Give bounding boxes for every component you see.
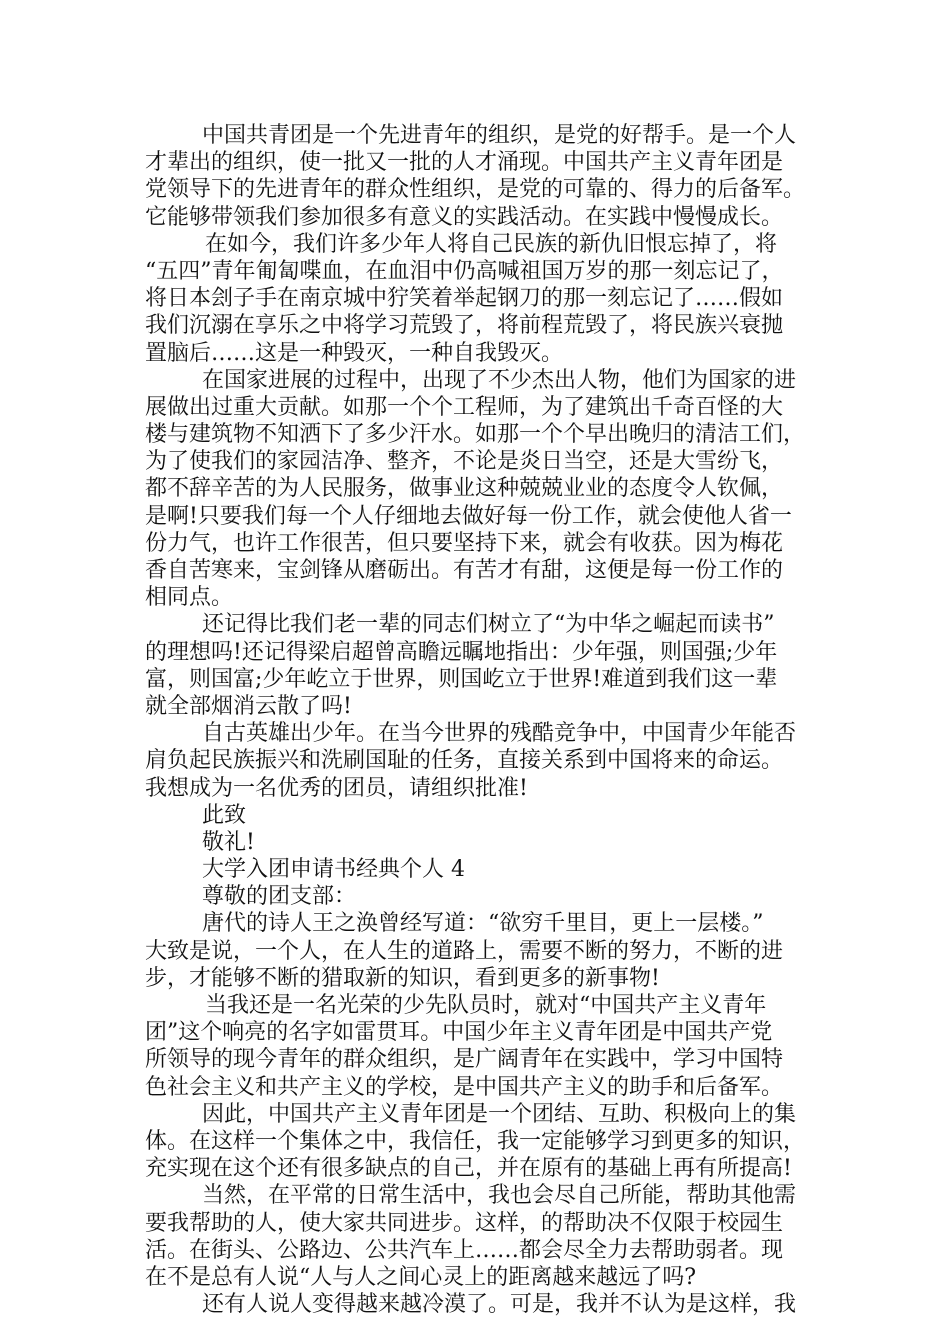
text-line: 置脑后……这是一种毁灭，一种自我毁灭。 — [145, 340, 564, 366]
text-line: 是啊!只要我们每一个人仔细地去做好每一份工作，就会使他人省一 — [145, 503, 792, 529]
text-line: 的理想吗!还记得梁启超曾高瞻远瞩地指出：少年强，则国强;少年 — [145, 639, 778, 665]
text-line: 为了使我们的家园洁净、整齐，不论是炎日当空，还是大雪纷飞， — [145, 449, 784, 475]
text-line: 我们沉溺在享乐之中将学习荒毁了，将前程荒毁了，将民族兴衰抛 — [145, 313, 784, 339]
text-line: 所领导的现今青年的群众组织，是广阔青年在实践中，学习中国特 — [145, 1047, 784, 1073]
text-line: 此致 — [202, 802, 247, 828]
text-line: 体。在这样一个集体之中，我信任，我一定能够学习到更多的知识， — [145, 1128, 806, 1154]
text-line: 唐代的诗人王之涣曾经写道：“欲穷千里目，更上一层楼。” — [202, 911, 764, 937]
text-line: 大致是说，一个人，在人生的道路上，需要不断的努力，不断的进 — [145, 938, 784, 964]
text-line: 敬礼! — [202, 829, 255, 855]
text-line: 团”这个响亮的名字如雷贯耳。中国少年主义青年团是中国共产党 — [145, 1020, 773, 1046]
text-line: 就全部烟消云散了吗! — [145, 693, 352, 719]
document-page — [145, 122, 815, 1318]
text-line: 展做出过重大贡献。如那一个个工程师，为了建筑出千奇百怪的大 — [145, 394, 784, 420]
text-line: 它能够带领我们参加很多有意义的实践活动。在实践中慢慢成长。 — [145, 204, 784, 230]
text-line: 党领导下的先进青年的群众性组织，是党的可靠的、得力的后备军。 — [145, 177, 806, 203]
text-line: 份力气，也许工作很苦，但只要坚持下来，就会有收获。因为梅花 — [145, 530, 784, 556]
text-line: 还记得比我们老一辈的同志们树立了“为中华之崛起而读书” — [202, 612, 775, 638]
text-line: 中国共青团是一个先进青年的组织，是党的好帮手。是一个人 — [202, 123, 797, 148]
text-line: 活。在街头、公路边、公共汽车上……都会尽全力去帮助弱者。现 — [145, 1237, 784, 1263]
text-line: 我想成为一名优秀的团员，请组织批准! — [145, 775, 528, 801]
text-line: 尊敬的团支部： — [202, 884, 357, 910]
text-line: 在不是总有人说“人与人之间心灵上的距离越来越远了吗? — [145, 1264, 697, 1290]
text-line: 大学入团申请书经典个人 4 — [202, 857, 465, 883]
text-line: 富，则国富;少年屹立于世界，则国屹立于世界!难道到我们这一辈 — [145, 666, 778, 692]
text-line: 步，才能够不断的猎取新的知识，看到更多的新事物! — [145, 965, 660, 991]
text-line: 都不辞辛苦的为人民服务，做事业这种兢兢业业的态度令人钦佩， — [145, 476, 784, 502]
text-line: 在如今，我们许多少年人将自己民族的新仇旧恨忘掉了，将 — [205, 231, 778, 257]
text-line: “五四”青年匍匐喋血，在血泪中仍高喊祖国万岁的那一刻忘记了， — [145, 258, 784, 284]
text-line: 香自苦寒来，宝剑锋从磨砺出。有苦才有甜，这便是每一份工作的 — [145, 558, 784, 583]
text-line: 肩负起民族振兴和洗刷国耻的任务，直接关系到中国将来的命运。 — [145, 748, 784, 774]
text-line: 要我帮助的人，使大家共同进步。这样，的帮助决不仅限于校园生 — [145, 1210, 784, 1236]
text-line: 才辈出的组织，使一批又一批的人才涌现。中国共产主义青年团是 — [145, 150, 784, 176]
text-line: 相同点。 — [145, 585, 234, 611]
text-line: 楼与建筑物不知洒下了多少汗水。如那一个个早出晚归的清洁工们， — [145, 422, 806, 448]
text-line: 还有人说人变得越来越冷漠了。可是，我并不认为是这样，我 — [202, 1292, 797, 1318]
text-line: 因此，中国共产主义青年团是一个团结、互助、积极向上的集 — [202, 1101, 797, 1127]
text-line: 自古英雄出少年。在当今世界的残酷竞争中，中国青少年能否 — [202, 721, 797, 747]
text-line: 在国家进展的过程中，出现了不少杰出人物，他们为国家的进 — [202, 367, 797, 393]
text-line: 充实现在这个还有很多缺点的自己，并在原有的基础上再有所提高! — [145, 1156, 792, 1182]
text-line: 将日本刽子手在南京城中狞笑着举起钢刀的那一刻忘记了……假如 — [145, 286, 784, 312]
text-line: 当然，在平常的日常生活中，我也会尽自己所能，帮助其他需 — [202, 1183, 797, 1209]
text-line: 当我还是一名光荣的少先队员时，就对“中国共产主义青年 — [205, 993, 767, 1018]
text-line: 色社会主义和共产主义的学校，是中国共产主义的助手和后备军。 — [145, 1074, 784, 1100]
